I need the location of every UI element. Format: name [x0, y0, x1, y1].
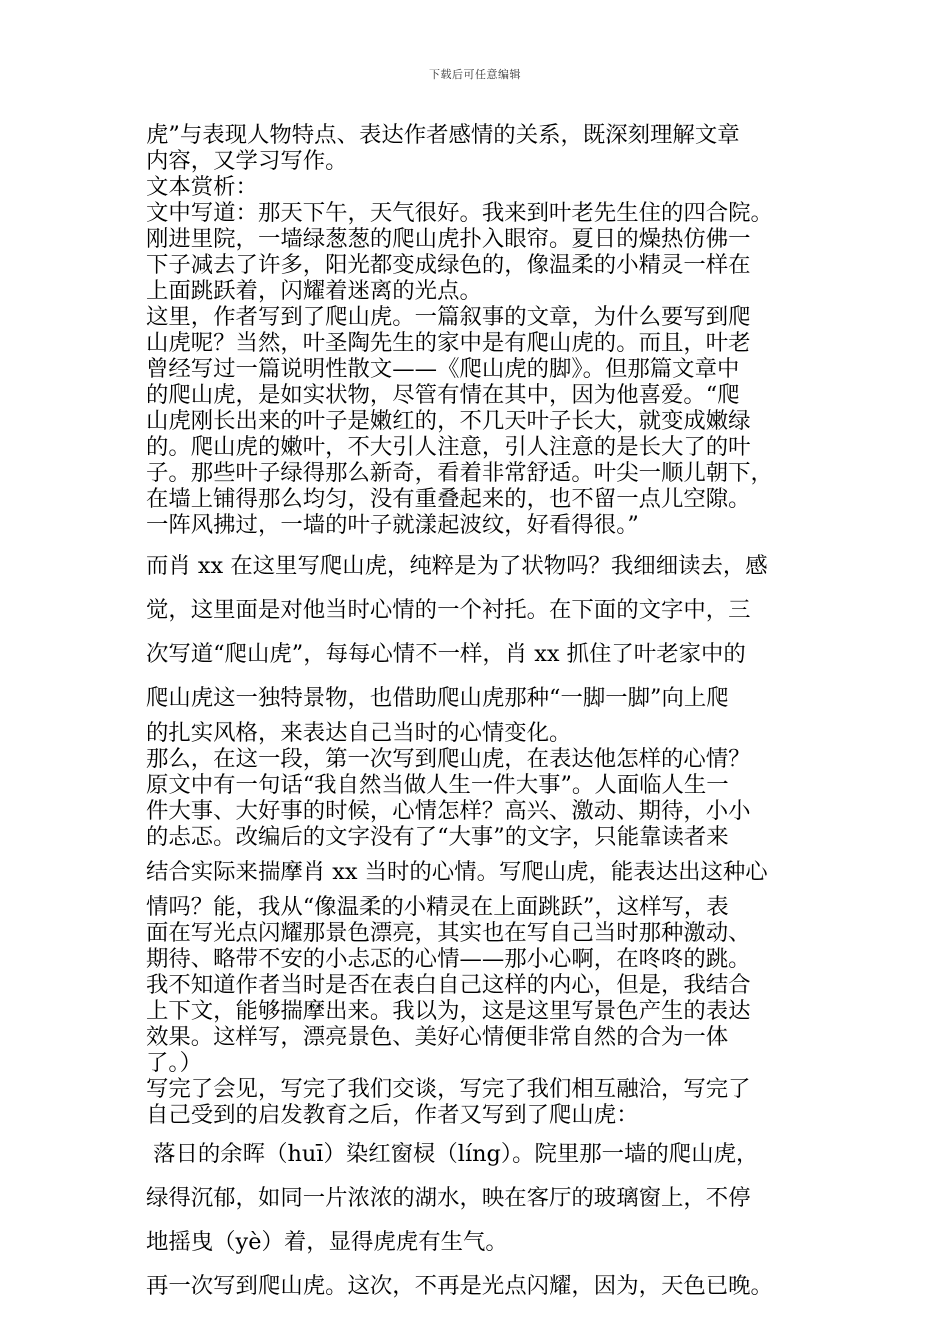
text-line: 面在写光点闪耀那景色漂亮，其实也在写自己当时那种激动、 [146, 920, 751, 946]
text-line: 次写道“爬山虎”，每每心情不一样，肖 xx 抓住了叶老家中的 [146, 641, 746, 667]
text-line: 上下文，能够揣摩出来。我以为，这是这里写景色产生的表达 [146, 998, 751, 1024]
text-line: 绿得沉郁，如同一片浓浓的湖水，映在客厅的玻璃窗上，不停 [146, 1185, 751, 1211]
text-line: 内容，又学习写作。 [146, 148, 348, 174]
text-line: 而肖 xx 在这里写爬山虎，纯粹是为了状物吗？我细细读去，感 [146, 553, 768, 579]
text-line: 觉，这里面是对他当时心情的一个衬托。在下面的文字中，三 [146, 597, 751, 623]
document-body [146, 122, 822, 1308]
text-line: 上面跳跃着，闪耀着迷离的光点。 [146, 278, 482, 304]
text-line: 刚进里院，一墙绿葱葱的爬山虎扑入眼帘。夏日的燥热仿佛一 [146, 226, 751, 252]
text-line: 下子减去了许多，阳光都变成绿色的，像温柔的小精灵一样在 [146, 252, 751, 278]
text-line: 原文中有一句话“我自然当做人生一件大事”。人面临人生一 [146, 772, 729, 798]
text-line: 再一次写到爬山虎。这次，不再是光点闪耀，因为，天色已晚。 [146, 1273, 773, 1299]
text-line: 的扎实风格，来表达自己当时的心情变化。 [146, 720, 572, 746]
text-line: 的。爬山虎的嫩叶，不大引人注意，引人注意的是长大了的叶 [146, 434, 751, 460]
text-line: 地摇曳（yè）着，显得虎虎有生气。 [146, 1229, 508, 1255]
text-line: 我不知道作者当时是否在表白自己这样的内心，但是，我结合 [146, 972, 751, 998]
text-line: 落日的余晖（huī）染红窗棂（líng）。院里那一墙的爬山虎， [146, 1141, 759, 1167]
text-line: 那么，在这一段，第一次写到爬山虎，在表达他怎样的心情？ [146, 746, 751, 772]
text-line: 的忐忑。改编后的文字没有了“大事”的文字，只能靠读者来 [146, 824, 729, 850]
text-line: 情吗？能，我从“像温柔的小精灵在上面跳跃”，这样写，表 [146, 894, 729, 920]
text-line: 山虎刚长出来的叶子是嫩红的，不几天叶子长大，就变成嫩绿 [146, 408, 751, 434]
text-line: 自己受到的启发教育之后，作者又写到了爬山虎： [146, 1102, 639, 1128]
text-line: 这里，作者写到了爬山虎。一篇叙事的文章，为什么要写到爬 [146, 304, 751, 330]
text-line: 的爬山虎，是如实状物，尽管有情在其中，因为他喜爱。“爬 [146, 382, 740, 408]
text-line: 在墙上铺得那么均匀，没有重叠起来的，也不留一点儿空隙。 [146, 486, 751, 512]
text-line: 虎”与表现人物特点、表达作者感情的关系，既深刻理解文章 [146, 122, 740, 148]
text-line: 期待、略带不安的小忐忑的心情——那小心啊，在咚咚的跳。 [146, 946, 751, 972]
text-line: 了。） [146, 1050, 202, 1076]
text-line: 一阵风拂过，一墙的叶子就漾起波纹，好看得很。” [146, 512, 639, 538]
page-header-note: 下载后可任意编辑 [429, 68, 521, 81]
text-line: 子。那些叶子绿得那么新奇，看着非常舒适。叶尖一顺儿朝下， [146, 460, 773, 486]
text-line: 写完了会见，写完了我们交谈，写完了我们相互融洽，写完了 [146, 1076, 751, 1102]
text-line: 文本赏析： [146, 174, 258, 200]
text-line: 结合实际来揣摩肖 xx 当时的心情。写爬山虎，能表达出这种心 [146, 859, 768, 885]
text-line: 爬山虎这一独特景物，也借助爬山虎那种“一脚一脚”向上爬 [146, 685, 729, 711]
text-line: 曾经写过一篇说明性散文——《爬山虎的脚》。但那篇文章中 [146, 356, 740, 382]
text-line: 效果。这样写，漂亮景色、美好心情便非常自然的合为一体 [146, 1024, 729, 1050]
text-line: 山虎呢？当然，叶圣陶先生的家中是有爬山虎的。而且，叶老 [146, 330, 751, 356]
text-line: 文中写道：那天下午，天气很好。我来到叶老先生住的四合院。 [146, 200, 773, 226]
text-line: 件大事、大好事的时候，心情怎样？高兴、激动、期待，小小 [146, 798, 751, 824]
